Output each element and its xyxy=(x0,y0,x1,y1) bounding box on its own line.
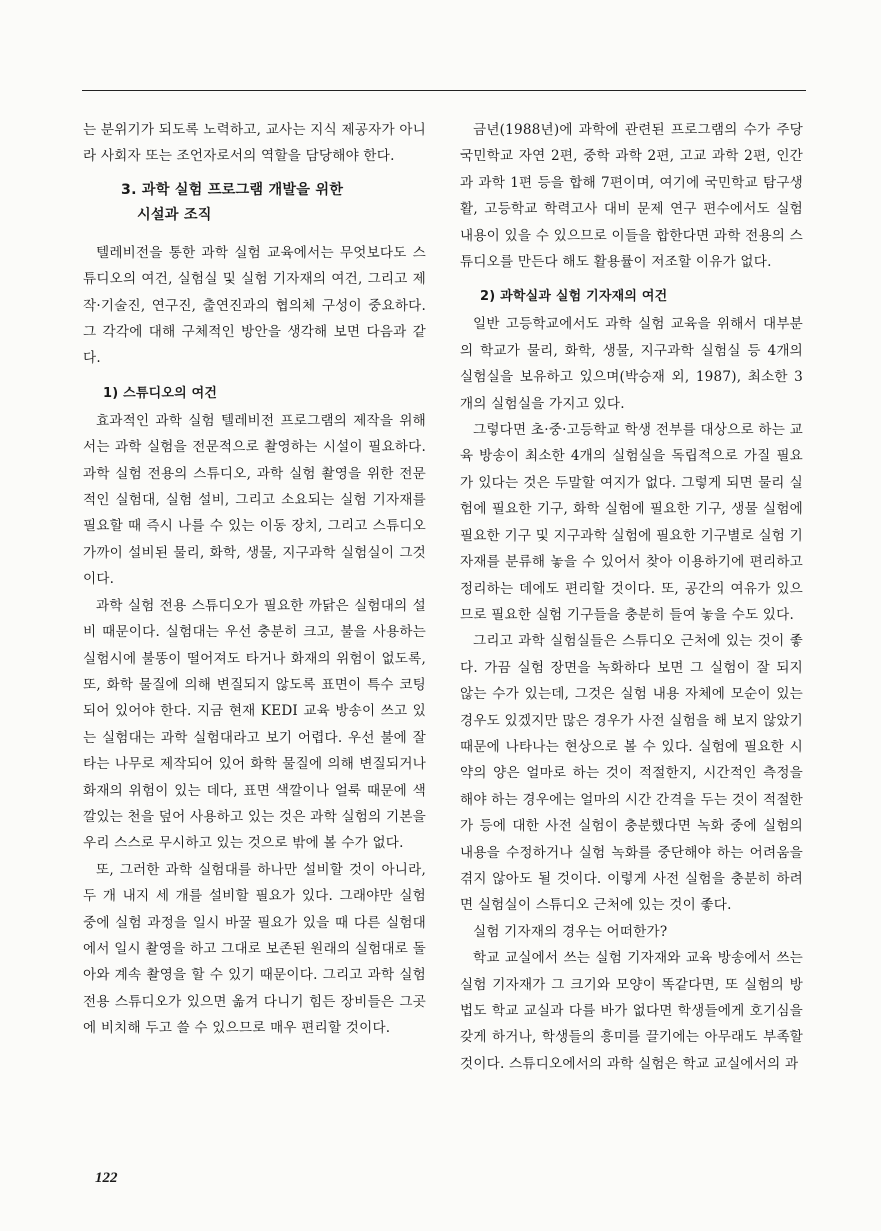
paragraph: 는 분위기가 되도록 노력하고, 교사는 지식 제공자가 아니라 사회자 또는 조언자로서의 역할을 담당해야 한다. xyxy=(83,122,426,165)
paragraph: 실험 기자재의 경우는 어떠한가? xyxy=(473,923,668,940)
section-heading xyxy=(83,178,426,228)
paragraph: 텔레비전을 통한 과학 실험 교육에서는 무엇보다도 스튜디오의 여건, 실험실 및 실험 기자재의 여건, 그리고 제작·기술진, 연구진, 출연진과의 협의체 구성이 중요하다. 그 각각에 대해 구체적인 방안을 생각해 보면 다음과 같다. xyxy=(83,244,426,367)
paragraph: 학교 교실에서 쓰는 실험 기자재와 교육 방송에서 쓰는 실험 기자재가 그 크기와 모양이 똑같다면, 또 실험의 방법도 학교 교실과 다를 바가 없다면 학생들에게 호기심을 갖게 하거나, 학생들의 흥미를 끌기에는 아무래도 부족할 것이다. 스튜디오에서의 과학 실험은 학교 교실에서의 과 xyxy=(460,950,803,1072)
paragraph: 일반 고등학교에서도 과학 실험 교육을 위해서 대부분의 학교가 물리, 화학, 생물, 지구과학 실험실 등 4개의 실험실을 보유하고 있으며(박승재 외, 1987), 최소한 3개의 실험실을 가지고 있다. xyxy=(460,316,803,412)
paragraph: 과학 실험 전용 스튜디오가 필요한 까닭은 실험대의 설비 때문이다. 실험대는 우선 충분히 크고, 불을 사용하는 실험시에 불똥이 떨어져도 타거나 화재의 위험이 없도록, 또, 화학 물질에 의해 변질되지 않도록 표면이 특수 코팅되어 있어야 한다. 지금 현재 KEDI 교육 방송이 쓰고 있는 실험대는 과학 실험대라고 보기 어렵다. 우선 불에 잘 타는 나무로 제작되어 있어 화학 물질에 의해 변질되거나 화재의 위험이 있는 데다, 표면 색깔이나 얼룩 때문에 색깔있는 천을 덮어 사용하고 있는 것은 과학 실험의 기본을 우리 스스로 무시하고 있는 것으로 밖에 볼 수가 없다. xyxy=(83,597,426,852)
paragraph: 효과적인 과학 실험 텔레비전 프로그램의 제작을 위해서는 과학 실험을 전문적으로 촬영하는 시설이 필요하다. 과학 실험 전용의 스튜디오, 과학 실험 촬영을 위한 전문적인 실험대, 실험 설비, 그리고 소요되는 실험 기자재를 필요할 때 즉시 나를 수 있는 이동 장치, 그리고 스튜디오 가까이 설비된 물리, 화학, 생물, 지구과학 실험실이 그것이다. xyxy=(83,412,426,588)
right-column xyxy=(460,117,803,1077)
paragraph: 그렇다면 초·중·고등학교 학생 전부를 대상으로 하는 교육 방송이 최소한 4개의 실험실을 독립적으로 가질 필요가 있다는 것은 두말할 여지가 없다. 그렇게 되면 물리 실험에 필요한 기구, 화학 실험에 필요한 기구, 생물 실험에 필요한 기구 및 지구과학 실험에 필요한 기구별로 실험 기자재를 분류해 놓을 수 있어서 찾아 이용하기에 편리하고 정리하는 데에도 편리할 것이다. 또, 공간의 여유가 있으므로 필요한 실험 기구들을 충분히 들여 놓을 수도 있다. xyxy=(460,422,803,623)
header-rule xyxy=(82,90,806,91)
subsection-heading: 2) 과학실과 실험 기자재의 여건 xyxy=(480,289,668,305)
section-heading-line2: 시설과 조직 xyxy=(137,206,212,223)
section-heading-line1: 3. 과학 실험 프로그램 개발을 위한 xyxy=(121,181,344,198)
paragraph: 금년(1988년)에 과학에 관련된 프로그램의 수가 주당 국민학교 자연 2편, 중학 과학 2편, 고교 과학 2편, 인간과 과학 1편 등을 합해 7편이며, 여기에 국민학교 탐구생활, 고등학교 학력고사 대비 문제 연구 편수에서도 실험 내용이 있을 수 있으므로 이들을 합한다면 과학 전용의 스튜디오를 만든다 해도 활용률이 저조할 이유가 없다. xyxy=(460,122,803,271)
paragraph: 그리고 과학 실험실들은 스튜디오 근처에 있는 것이 좋다. 가끔 실험 장면을 녹화하다 보면 그 실험이 잘 되지 않는 수가 있는데, 그것은 실험 내용 자체에 모순이 있는 경우도 있겠지만 많은 경우가 사전 실험을 해 보지 않았기 때문에 나타나는 현상으로 볼 수 있다. 실험에 필요한 시약의 양은 얼마로 하는 것이 적절한지, 시간적인 측정을 해야 하는 경우에는 얼마의 시간 간격을 두는 것이 적절한가 등에 대한 사전 실험이 충분했다면 녹화 중에 실험의 내용을 수정하거나 실험 녹화를 중단해야 하는 어려움을 겪지 않아도 될 것이다. 이렇게 사전 실험을 충분히 하려면 실험실이 스튜디오 근처에 있는 것이 좋다. xyxy=(460,633,803,914)
left-column xyxy=(83,117,426,1042)
page-number: 122 xyxy=(95,1170,118,1186)
subsection-heading: 1) 스튜디오의 여건 xyxy=(103,385,218,401)
paragraph: 또, 그러한 과학 실험대를 하나만 설비할 것이 아니라, 두 개 내지 세 개를 설비할 필요가 있다. 그래야만 실험 중에 실험 과정을 일시 바꿀 필요가 있을 때 다른 실험대에서 일시 촬영을 하고 그대로 보존된 원래의 실험대로 돌아와 계속 촬영을 할 수 있기 때문이다. 그리고 과학 실험 전용 스튜디오가 있으면 옮겨 다니기 힘든 장비들은 그곳에 비치해 두고 쓸 수 있으므로 매우 편리할 것이다. xyxy=(83,861,426,1037)
